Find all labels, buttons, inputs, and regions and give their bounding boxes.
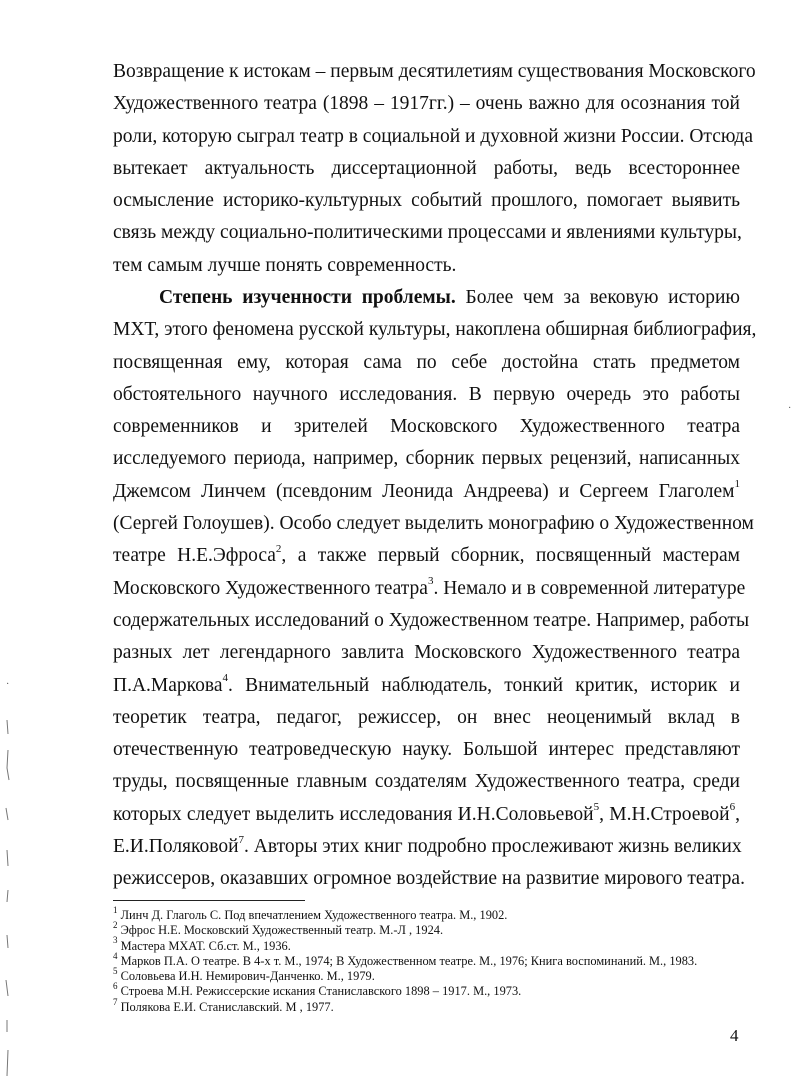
text-line: теоретик театра, педагог, режиссер, он внес неоценимый вклад в bbox=[113, 706, 740, 728]
footnote-ref[interactable]: 2 bbox=[275, 542, 282, 555]
text-line: отечественную театроведческую науку. Большой интерес представляют bbox=[113, 739, 740, 761]
text-line: разных лет легендарного завлита Московского Художественного театра bbox=[113, 642, 740, 664]
text-line: которых следует выделить исследования И.Н.Соловьевой$^5$, М.Н.Строевой$^6$, bbox=[113, 801, 740, 825]
text-line: вытекает актуальность диссертационной работы, ведь всестороннее bbox=[113, 157, 740, 179]
text-line: Джемсом Линчем (псевдоним Леонида Андреева) и Сергеем Глаголем$^1$ bbox=[113, 478, 740, 502]
page-number: 4 bbox=[730, 1026, 739, 1045]
text-line: Художественного театра (1898 – 1917гг.) – очень важно для осознания той bbox=[113, 93, 740, 115]
footnote-ref[interactable]: 6 bbox=[729, 801, 736, 814]
paragraph-research-degree bbox=[113, 282, 757, 896]
footnote-separator bbox=[113, 900, 305, 901]
footnote-item: $^6$ Строева М.Н. Режиссерские искания Станиславского 1898 – 1917. М., 1973. bbox=[113, 981, 522, 999]
footnote-ref[interactable]: 3 bbox=[427, 575, 434, 588]
footnote-item: $^2$ Эфрос Н.Е. Московский Художественный театр. М.-Л , 1924. bbox=[113, 920, 444, 938]
text-line: содержательных исследований о Художественном театре. Например, работы bbox=[113, 609, 750, 631]
footnote-item: $^1$ Линч Д. Глаголь С. Под впечатлением Художественного театра. М., 1902. bbox=[113, 904, 508, 922]
scan-artifact-marks bbox=[2, 720, 12, 1080]
text-line: режиссеров, оказавших огромное воздействие на развитие мирового театра. bbox=[113, 868, 745, 890]
section-heading: Степень изученности проблемы. bbox=[159, 287, 456, 308]
footnote-ref[interactable]: 5 bbox=[593, 801, 600, 814]
text-line: Московского Художественного театра$^3$. Немало и в современной литературе bbox=[113, 575, 746, 599]
text-line: Степень изученности проблемы. Более чем за вековую историю bbox=[159, 287, 740, 308]
text-line: тем самым лучше понять современность. bbox=[113, 254, 457, 276]
footnotes bbox=[113, 904, 763, 1015]
footnote-ref[interactable]: 7 bbox=[238, 833, 245, 846]
text-line: исследуемого периода, например, сборник первых рецензий, написанных bbox=[113, 448, 740, 470]
text-line: П.А.Маркова$^4$. Внимательный наблюдатель, тонкий критик, историк и bbox=[113, 672, 740, 696]
footnote-ref[interactable]: 4 bbox=[222, 672, 228, 685]
footnote-item: $^3$ Мастера МХАТ. Сб.ст. М., 1936. bbox=[113, 935, 291, 953]
text-line: Возвращение к истокам – первым десятилетиям существования Московского bbox=[113, 61, 756, 82]
text-line: МХТ, этого феномена русской культуры, накоплена обширная библиография, bbox=[113, 319, 757, 341]
text-line: (Сергей Голоушев). Особо следует выделить монографию о Художественном bbox=[113, 513, 754, 535]
text-line: театре Н.Е.Эфроса$^2$, а также первый сборник, посвященный мастерам bbox=[113, 542, 741, 567]
footnote-item: $^4$ Марков П.А. О театре. В 4-х т. М., 1974; В Художественном театре. М., 1976; Книга воспоминаний. М., 1983. bbox=[113, 950, 698, 968]
scan-speck: · bbox=[6, 679, 10, 690]
footnote-ref[interactable]: 1 bbox=[734, 478, 740, 491]
text-line: труды, посвященные главным создателям Художественного театра, среди bbox=[113, 771, 740, 793]
scan-speck: · bbox=[788, 403, 792, 414]
text-line: роли, которую сыграл театр в социальной и духовной жизни России. Отсюда bbox=[113, 125, 754, 147]
text-line: осмысление историко-культурных событий прошлого, помогает выявить bbox=[113, 190, 740, 212]
text-line: обстоятельного научного исследования. В первую очередь это работы bbox=[113, 383, 740, 405]
paragraph-intro bbox=[113, 56, 756, 282]
text-line: связь между социально-политическими процессами и явлениями культуры, bbox=[113, 222, 742, 244]
footnote-item: $^5$ Соловьева И.Н. Немирович-Данченко. М., 1979. bbox=[113, 966, 375, 984]
text-line: современников и зрителей Московского Художественного театра bbox=[113, 416, 740, 438]
footnote-item: $^7$ Полякова Е.И. Станиславский. М , 1977. bbox=[113, 996, 334, 1014]
text-line: Е.И.Поляковой$^7$. Авторы этих книг подробно прослеживают жизнь великих bbox=[113, 833, 742, 858]
text-line: посвященная ему, которая сама по себе достойна стать предметом bbox=[113, 351, 740, 373]
